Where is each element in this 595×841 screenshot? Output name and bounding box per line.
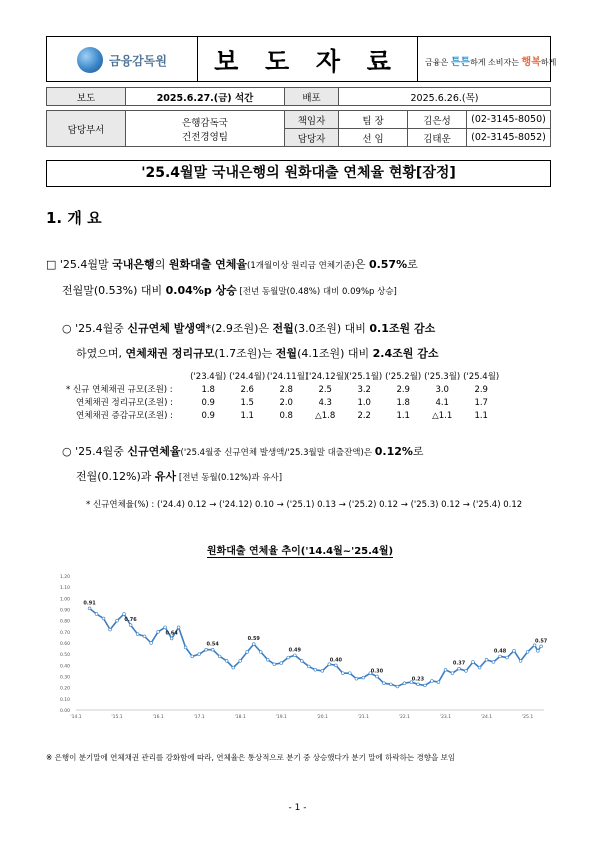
data-point [334, 664, 337, 667]
y-tick-label: 0.10 [59, 697, 70, 703]
dept-label: 담당부서 [47, 111, 126, 147]
data-point [164, 626, 167, 629]
staff-role: 선 임 [339, 129, 408, 147]
data-point [239, 659, 242, 662]
bullet2-line2: 하였으며, 연체채권 정리규모(1.7조원)는 전월(4.1조원) 대비 2.4조원 감소 [76, 347, 439, 360]
data-label: 0.64 [165, 630, 178, 637]
bullet3-line1: ○ '25.4월중 신규연체율('25.4월중 신규연체 발생액/'25.3월말 대출잔액)은 0.12%로 [62, 445, 424, 458]
press-release-title: 보 도 자 료 [214, 47, 400, 76]
staff-name: 김태운 [408, 129, 467, 147]
dept-value: 은행감독국 건전경영팀 [126, 111, 285, 147]
bullet2-line1: ○ '25.4월중 신규연체 발생액*(2.9조원)은 전월(3.0조원) 대비 0.1조원 감소 [62, 322, 436, 335]
page-number: - 1 - [288, 803, 307, 813]
data-point [348, 672, 351, 675]
data-point [293, 654, 296, 657]
data-point [205, 648, 208, 651]
y-tick-label: 0.30 [59, 675, 70, 681]
series-line [90, 608, 542, 686]
data-point [526, 651, 529, 654]
data-label: 0.48 [493, 648, 507, 655]
bullet1-line2: 전월말(0.53%) 대비 0.04%p 상승 [전년 동월말(0.48%) 대비 0.09%p 상승] [62, 284, 397, 297]
y-tick-label: 1.00 [59, 597, 70, 603]
data-point [465, 670, 468, 673]
mini-table-row: 연체채권 증감규모(조원) : 0.9 1.1 0.8 △1.8 2.2 1.1 △1.1 1.1 [76, 411, 488, 421]
resp-name: 김은성 [408, 111, 467, 129]
data-label: 0.76 [124, 617, 137, 624]
mini-table-row: * 신규 연체채권 규모(조원) : 1.8 2.6 2.8 2.5 3.2 2.9 3.0 2.9 [66, 385, 488, 395]
data-label: 0.59 [247, 636, 260, 643]
data-point [403, 682, 406, 685]
release-info-table [46, 87, 551, 147]
resp-role: 팀 장 [339, 111, 408, 129]
y-tick-label: 0.40 [59, 664, 70, 670]
dist-label: 배포 [285, 88, 339, 106]
data-point [376, 675, 379, 678]
resp-phone: (02-3145-8050) [467, 111, 551, 129]
data-label: 0.30 [370, 668, 384, 675]
data-point [485, 658, 488, 661]
data-point [362, 676, 365, 679]
data-point [136, 633, 139, 636]
data-point [102, 617, 105, 620]
data-point [451, 672, 454, 675]
data-point [437, 681, 440, 684]
y-tick-label: 1.20 [59, 575, 70, 580]
section-heading: 1. 개 요 [46, 209, 102, 227]
y-tick-label: 0.60 [59, 642, 70, 647]
data-point [246, 651, 249, 654]
y-tick-label: 1.10 [59, 586, 70, 592]
fss-logo-icon [77, 47, 103, 73]
x-tick-label: '20.1 [316, 715, 328, 720]
data-point [218, 655, 221, 658]
slogan-area [417, 37, 557, 81]
data-point [287, 656, 290, 659]
data-point [506, 656, 509, 659]
data-point [211, 648, 214, 651]
data-label: 0.23 [411, 676, 425, 683]
data-point [177, 626, 180, 629]
data-point [88, 607, 91, 610]
bullet3-line2: 전월(0.12%)과 유사 [전년 동월(0.12%)과 유사] [76, 470, 283, 483]
data-point [225, 659, 228, 662]
data-point [232, 666, 235, 669]
x-tick-label: '21.1 [357, 715, 370, 720]
data-point [184, 646, 187, 649]
data-point [540, 645, 543, 648]
data-point [116, 619, 119, 622]
new-delinquency-note: * 신규연체율(%) : ('24.4) 0.12 → ('24.12) 0.10 → ('25.1) 0.13 → ('25.2) 0.12 → ('25.3) 0.12 → ('25.4) 0.12 [86, 500, 523, 510]
data-point [129, 624, 132, 627]
data-point [389, 683, 392, 686]
data-point [266, 658, 269, 661]
data-point [307, 665, 310, 668]
data-point [492, 661, 495, 664]
data-point [314, 668, 317, 671]
x-tick-label: '24.1 [480, 715, 493, 720]
x-tick-label: '16.1 [152, 715, 164, 720]
press-header [46, 36, 557, 82]
y-tick-label: 0.00 [59, 709, 70, 714]
delinquency-line-chart [46, 570, 551, 720]
x-tick-label: '17.1 [193, 715, 205, 720]
data-point [444, 668, 447, 671]
staff-phone: (02-3145-8052) [467, 129, 551, 147]
data-point [280, 662, 283, 665]
data-point [472, 661, 475, 664]
y-tick-label: 0.50 [59, 653, 70, 659]
x-tick-label: '25.1 [521, 715, 534, 720]
data-point [341, 672, 344, 675]
chart-title: 원화대출 연체율 추이('14.4월~'25.4월) [206, 546, 394, 557]
release-value: 2025.6.27.(금) 석간 [126, 88, 285, 106]
data-point [431, 680, 434, 683]
x-tick-label: '22.1 [398, 715, 411, 720]
dist-value: 2025.6.26.(목) [339, 88, 551, 106]
logo-area [47, 37, 198, 81]
data-label: 0.57 [534, 638, 548, 645]
data-point [536, 649, 539, 652]
data-point [150, 642, 153, 645]
data-point [157, 630, 160, 633]
data-point [109, 628, 112, 631]
data-point [273, 663, 276, 666]
data-point [143, 635, 146, 638]
release-label: 보도 [47, 88, 126, 106]
data-point [252, 643, 255, 646]
data-point [355, 677, 358, 680]
y-tick-label: 0.20 [59, 686, 70, 692]
chart-footnote: ※ 은행이 분기말에 연체채권 관리를 강화함에 따라, 연체율은 통상적으로 분기 중 상승했다가 분기 말에 하락하는 경향을 보임 [46, 753, 456, 762]
data-point [382, 682, 385, 685]
resp-label: 책임자 [285, 111, 339, 129]
data-point [417, 683, 420, 686]
data-point [513, 649, 516, 652]
data-point [95, 613, 98, 616]
data-label: 0.37 [452, 660, 466, 667]
data-point [478, 666, 481, 669]
bullet1-line1: □ '25.4월말 국내은행의 원화대출 연체율(1개월이상 원리금 연체기준)은 0.57%로 [46, 258, 418, 271]
data-point [123, 613, 126, 616]
data-point [300, 659, 303, 662]
data-point [321, 670, 324, 673]
mini-table-header: ('23.4월) ('24.4월)('24.11월)('24.12월)('25.1월) ('25.2월) ('25.3월) ('25.4월) [190, 372, 500, 382]
data-label: 0.91 [83, 600, 96, 607]
data-label: 0.54 [206, 641, 219, 648]
slogan: 금융은 튼튼하게 소비자는 행복하게 [425, 57, 557, 68]
data-point [499, 655, 502, 658]
x-tick-label: '23.1 [439, 715, 452, 720]
data-point [424, 684, 427, 687]
x-tick-label: '14.1 [70, 715, 82, 720]
data-point [191, 655, 194, 658]
title-area [197, 37, 418, 81]
x-tick-label: '19.1 [275, 715, 287, 720]
data-point [198, 653, 201, 656]
data-label: 0.49 [288, 647, 301, 654]
data-point [259, 651, 262, 654]
staff-label: 담당자 [285, 129, 339, 147]
x-tick-label: '15.1 [111, 715, 123, 720]
logo-text: 금융감독원 [109, 54, 167, 68]
y-tick-label: 0.70 [59, 630, 70, 636]
mini-table-row: 연체채권 정리규모(조원) : 0.9 1.5 2.0 4.3 1.0 1.8 4.1 1.7 [76, 398, 488, 408]
data-label: 0.40 [329, 657, 343, 664]
y-tick-label: 0.90 [59, 608, 70, 614]
data-point [519, 659, 522, 662]
y-tick-label: 0.80 [59, 619, 70, 625]
data-point [458, 667, 461, 670]
document-title: '25.4월말 국내은행의 원화대출 연체율 현황[잠정] [46, 160, 551, 187]
x-tick-label: '18.1 [234, 715, 246, 720]
data-point [170, 637, 173, 640]
data-point [396, 685, 399, 688]
